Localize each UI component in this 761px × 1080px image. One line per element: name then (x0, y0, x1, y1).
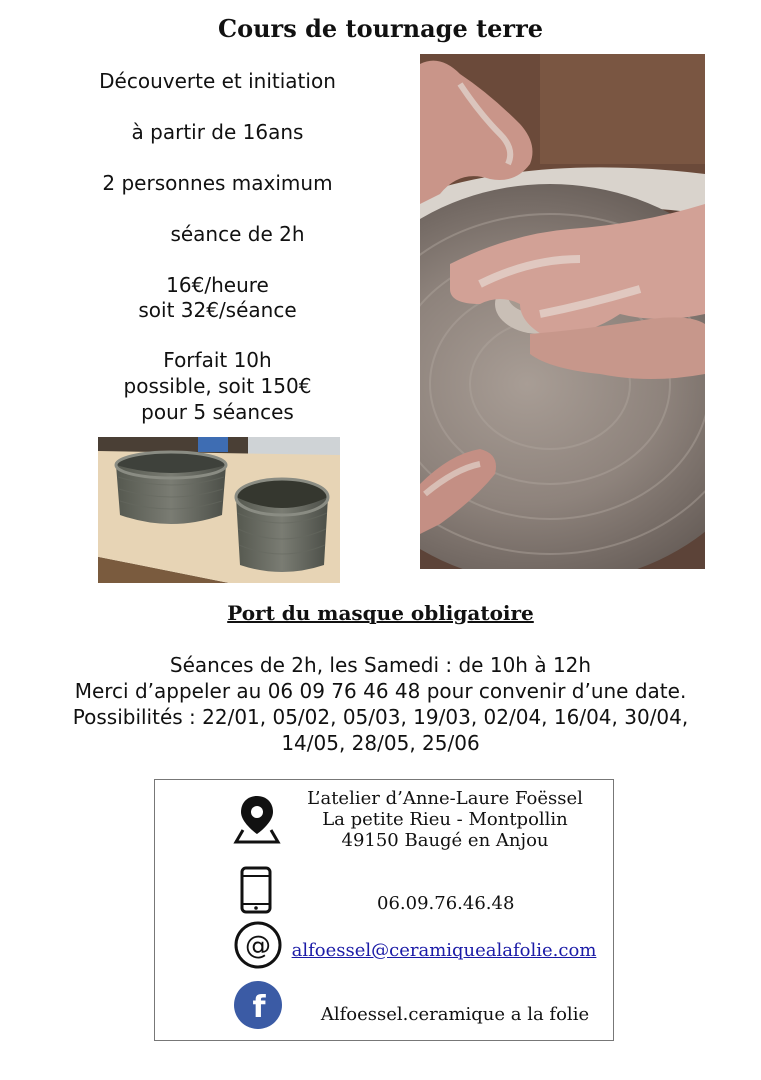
info-price-session: soit 32€/séance (138, 298, 297, 322)
sessions-block (0, 652, 761, 756)
info-discovery: Découverte et initiation (99, 69, 336, 93)
map-pin-icon (233, 794, 281, 848)
info-package-2: possible, soit 150€ (123, 374, 312, 398)
pottery-wheel-photo (420, 54, 705, 569)
info-duration: séance de 2h (170, 222, 305, 246)
sessions-schedule: Séances de 2h, les Samedi : de 10h à 12h (169, 653, 592, 677)
info-max-people: 2 personnes maximum (102, 171, 333, 195)
contact-phone: 06.09.76.46.48 (377, 893, 515, 914)
smartphone-icon (239, 866, 273, 918)
at-sign-icon (233, 920, 283, 974)
contact-street: La petite Rieu - Montpollin (322, 809, 568, 830)
facebook-icon[interactable] (233, 980, 283, 1034)
contact-name: L’atelier d’Anne-Laure Foëssel (307, 788, 583, 809)
contact-city: 49150 Baugé en Anjou (341, 830, 549, 851)
sessions-dates-1: Possibilités : 22/01, 05/02, 05/03, 19/03, 02/04, 16/04, 30/04, (72, 705, 689, 729)
info-age: à partir de 16ans (131, 120, 304, 144)
page-title: Cours de tournage terre (218, 14, 543, 43)
info-package-3: pour 5 séances (141, 400, 294, 424)
contact-email-link[interactable]: alfoessel@ceramiquealafolie.com (291, 940, 597, 961)
sessions-call: Merci d’appeler au 06 09 76 46 48 pour convenir d’une date. (74, 679, 687, 703)
sessions-dates-2: 14/05, 28/05, 25/06 (281, 731, 480, 755)
contact-box (154, 779, 614, 1041)
mask-notice: Port du masque obligatoire (227, 601, 534, 625)
info-package-1: Forfait 10h (163, 348, 272, 372)
contact-facebook[interactable]: Alfoessel.ceramique a la folie (320, 1004, 590, 1025)
svg-text:f: f (252, 990, 266, 1025)
svg-text:@: @ (245, 931, 271, 961)
pots-photo (98, 437, 340, 583)
info-price-hour: 16€/heure (166, 273, 269, 297)
